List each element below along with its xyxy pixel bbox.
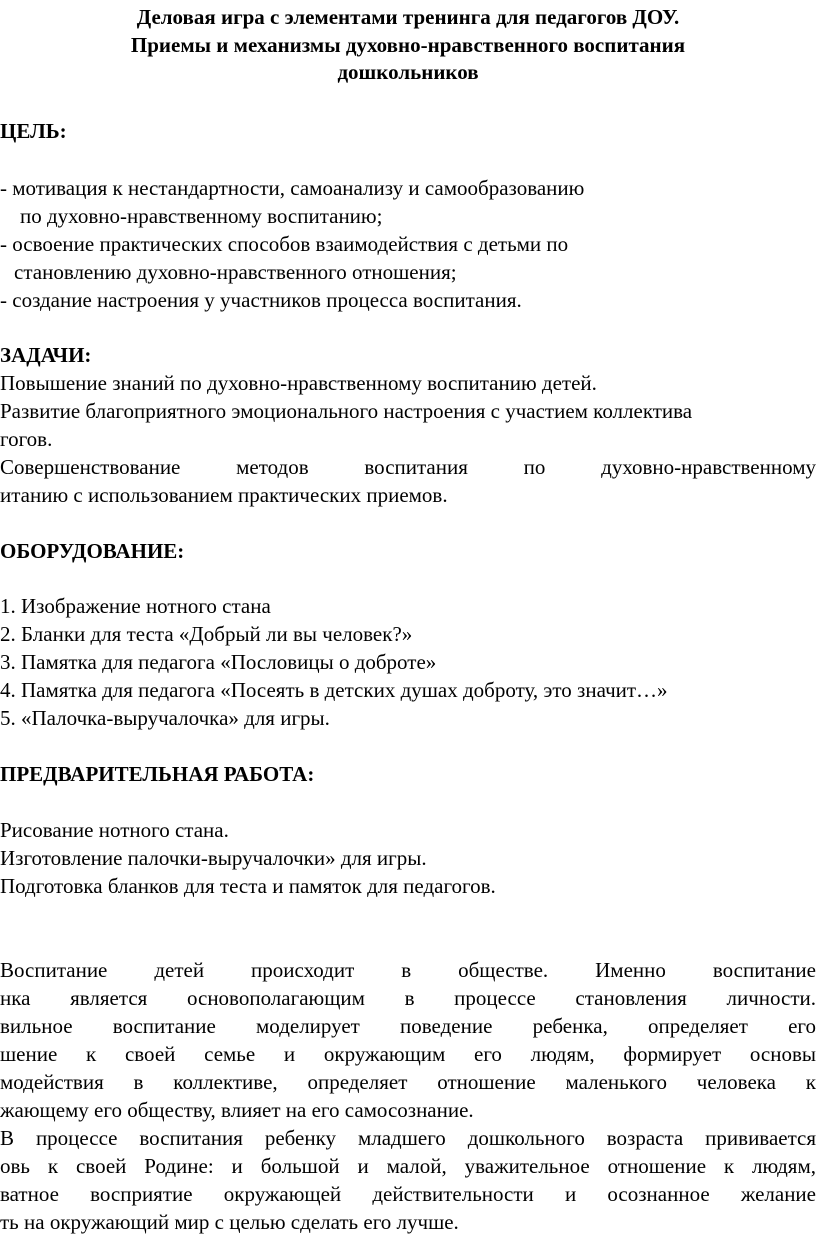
equipment-item: 5. «Палочка-выручалочка» для игры. [0,706,330,730]
equipment-item: 3. Памятка для педагога «Пословицы о доброте» [0,650,437,674]
body-line: жающему его обществу, влияет на его самосознание. [0,1098,474,1122]
tasks-line: гогов. [0,427,53,451]
goal-line: становлению духовно-нравственного отношения; [14,260,457,284]
title-line-2: Приемы и механизмы духовно-нравственного воспитания [130,33,686,57]
tasks-line: Повышение знаний по духовно-нравственному воспитанию детей. [0,371,597,395]
body-line: нка является основополагающим в процессе становления личности. [0,986,816,1010]
prep-line: Подготовка бланков для теста и памяток для педагогов. [0,874,496,898]
title-line-3: дошкольников [337,60,479,84]
equipment-item: 2. Бланки для теста «Добрый ли вы человек?» [0,622,413,646]
equipment-item: 4. Памятка для педагога «Посеять в детских душах доброту, это значит…» [0,678,668,702]
body-line: шение к своей семье и окружающим его людям, формирует основы [0,1042,816,1066]
goal-line: - создание настроения у участников процесса воспитания. [0,288,522,312]
tasks-line: Развитие благоприятного эмоционального настроения с участием коллектива [0,399,693,423]
body-line: В процессе воспитания ребенку младшего дошкольного возраста прививается [0,1126,816,1150]
goal-line: - освоение практических способов взаимодействия с детьми по [0,232,569,256]
tasks-heading: ЗАДАЧИ: [0,343,92,367]
tasks-line: итанию с использованием практических приемов. [0,483,448,507]
goal-line: - мотивация к нестандартности, самоанализу и самообразованию [0,176,585,200]
body-line: вильное воспитание моделирует поведение ребенка, определяет его [0,1014,816,1038]
prep-line: Изготовление палочки-выручалочки» для игры. [0,846,427,870]
title-line-1: Деловая игра с элементами тренинга для педагогов ДОУ. [136,5,680,29]
prep-heading: ПРЕДВАРИТЕЛЬНАЯ РАБОТА: [0,762,315,786]
body-line: ть на окружающий мир с целью сделать его лучше. [0,1210,459,1234]
equipment-item: 1. Изображение нотного стана [0,594,271,618]
body-line: овь к своей Родине: и большой и малой, уважительное отношение к людям, [0,1154,816,1178]
body-line: ватное восприятие окружающей действительности и осознанное желание [0,1182,816,1206]
prep-line: Рисование нотного стана. [0,818,229,842]
goal-line: по духовно-нравственному воспитанию; [20,204,383,228]
equipment-heading: ОБОРУДОВАНИЕ: [0,539,185,563]
body-line: Воспитание детей происходит в обществе. Именно воспитание [0,958,816,982]
body-line: модействия в коллективе, определяет отношение маленького человека к [0,1070,816,1094]
tasks-line: Совершенствование методов воспитания по духовно-нравственному [0,455,816,479]
goal-heading: ЦЕЛЬ: [0,119,67,143]
